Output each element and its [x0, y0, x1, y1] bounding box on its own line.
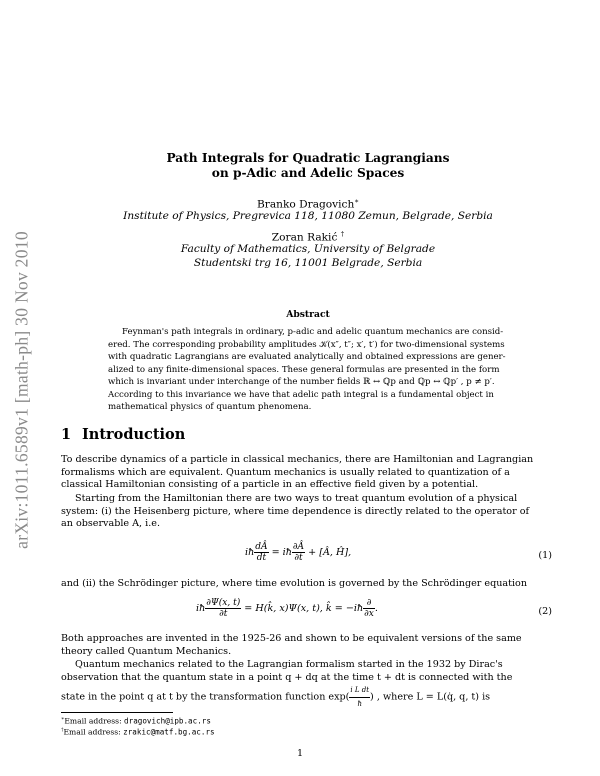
eq2-frac1-num: ∂Ψ(x, t)	[206, 598, 241, 608]
text-line: observation that the quantum state in a point q + dq at the time t + dt is connected with the	[61, 671, 513, 683]
eq1-prefix: iħ	[245, 547, 255, 558]
paragraph-1	[61, 454, 552, 492]
eq1-fraction-2	[292, 542, 305, 563]
title-line-1: Path Integrals for Quadratic Lagrangians	[166, 151, 450, 165]
footnote-rule	[61, 712, 173, 713]
eq2-end: .	[374, 603, 378, 614]
abstract-line: mathematical physics of quantum phenomena.	[108, 402, 312, 412]
eq1-frac1-den: dt	[256, 553, 267, 563]
abstract-heading: Abstract	[286, 309, 330, 320]
equation-2	[196, 598, 378, 619]
abstract-line: ered. The corresponding probability amplitudes 𝒦(x″, t″; x′, t′) for two-dimensional systems	[108, 339, 505, 350]
abstract-line: Feynman's path integrals in ordinary, p-adic and adelic quantum mechanics are consid-	[122, 327, 504, 337]
arxiv-sidebar-stamp	[6, 180, 38, 600]
abstract-body	[108, 326, 510, 414]
paragraph-5	[61, 659, 552, 711]
author-2-mark: †	[340, 230, 345, 238]
paper-title	[60, 151, 556, 181]
eq2-fraction-1	[205, 598, 241, 619]
text-line	[61, 684, 552, 710]
exp-fraction	[349, 684, 370, 710]
author-1-affiliation: Institute of Physics, Pregrevica 118, 11080 Zemun, Belgrade, Serbia	[123, 210, 493, 222]
paragraph-3: and (ii) the Schrödinger picture, where time evolution is governed by the Schrödinger equation	[61, 578, 527, 589]
eq1-frac2-den: ∂t	[294, 553, 303, 563]
eq2-frac1-den: ∂t	[219, 609, 228, 619]
exp-frac-den: ħ	[357, 700, 362, 709]
eq2-fraction-2	[363, 598, 375, 619]
text-line: Starting from the Hamiltonian there are two ways to treat quantum evolution of a physical	[75, 493, 518, 504]
text-line-start: state in the point q at t by the transformation function exp(	[61, 692, 350, 704]
footnote-1-mark: ∗	[61, 716, 65, 722]
abstract-line: which is invariant under interchange of the number fields ℝ ↔ ℚp and ℚp ↔ ℚp′ , p ≠ p′.	[108, 377, 495, 387]
eq1-rhs: + [Â, Ĥ],	[305, 547, 352, 558]
arxiv-identifier: arXiv:1011.6589v1 [math-ph] 30 Nov 2010	[11, 231, 32, 549]
text-line: Quantum mechanics related to the Lagrangian formalism started in the 1932 by Dirac's	[75, 659, 503, 670]
eq1-frac1-num: dÂ	[255, 542, 268, 552]
author-2-affiliation-line-2: Studentski trg 16, 11001 Belgrade, Serbia	[193, 257, 423, 269]
author-1-mark: ∗	[354, 197, 359, 205]
title-line-2: on p-Adic and Adelic Spaces	[211, 166, 405, 180]
text-line: To describe dynamics of a particle in classical mechanics, there are Hamiltonian and Lagrangian	[61, 454, 534, 465]
footnote-2-label: Email address:	[63, 727, 124, 737]
text-line: classical Hamiltonian consisting of a particle in an effective field given by a potential.	[61, 479, 479, 491]
footnote-1-email[interactable]: dragovich@ipb.ac.rs	[124, 716, 211, 726]
eq1-frac2-num: ∂Â	[292, 542, 305, 552]
equation-2-number: (2)	[538, 606, 552, 617]
text-line: Both approaches are invented in the 1925-26 and shown to be equivalent versions of the same	[61, 633, 522, 644]
paragraph-4	[61, 633, 552, 658]
section-number: 1	[61, 426, 72, 443]
author-2-affiliation-line-1: Faculty of Mathematics, University of Belgrade	[180, 243, 436, 255]
footnote-2-mark: †	[61, 727, 64, 733]
author-2	[60, 230, 556, 244]
exp-frac-num: i L dt	[349, 684, 370, 698]
paragraph-2	[61, 493, 552, 531]
eq1-mid: = iħ	[268, 547, 292, 558]
author-1	[60, 197, 556, 211]
equation-1	[245, 542, 351, 563]
abstract-line: with quadratic Lagrangians are evaluated analytically and obtained expressions are gener-	[108, 352, 506, 362]
eq2-prefix: iħ	[196, 603, 206, 614]
eq2-frac2-num: ∂	[363, 598, 375, 609]
text-line-end: ) , where L = L(q̇, q, t) is	[370, 692, 491, 704]
footnote-1-label: Email address:	[64, 716, 125, 726]
equation-1-number: (1)	[538, 550, 552, 561]
abstract-line: alized to any finite-dimensional spaces. These general formulas are presented in the form	[108, 364, 500, 375]
text-line: system: (i) the Heisenberg picture, where time dependence is directly related to the operator of	[61, 505, 530, 517]
footnote-1	[61, 716, 211, 726]
abstract-line: According to this invariance we have that adelic path integral is a fundamental object in	[108, 389, 494, 400]
eq1-fraction-1	[254, 542, 268, 563]
text-line: formalisms which are equivalent. Quantum mechanics is usually related to quantization of a	[61, 466, 510, 478]
page-number: 1	[296, 748, 304, 759]
text-line: theory called Quantum Mechanics.	[61, 645, 232, 657]
author-2-name: Zoran Rakić	[271, 231, 338, 244]
eq2-frac2-den: ∂x	[364, 609, 374, 619]
footnote-2-email[interactable]: zrakic@matf.bg.ac.rs	[123, 727, 215, 737]
eq2-rhs: = H(k̂, x)Ψ(x, t), k̂ = −iħ	[241, 603, 364, 614]
text-line: an observable A, i.e.	[61, 518, 161, 530]
footnote-2	[61, 727, 215, 737]
section-title: Introduction	[82, 426, 186, 443]
author-1-name: Branko Dragovich	[256, 198, 355, 211]
